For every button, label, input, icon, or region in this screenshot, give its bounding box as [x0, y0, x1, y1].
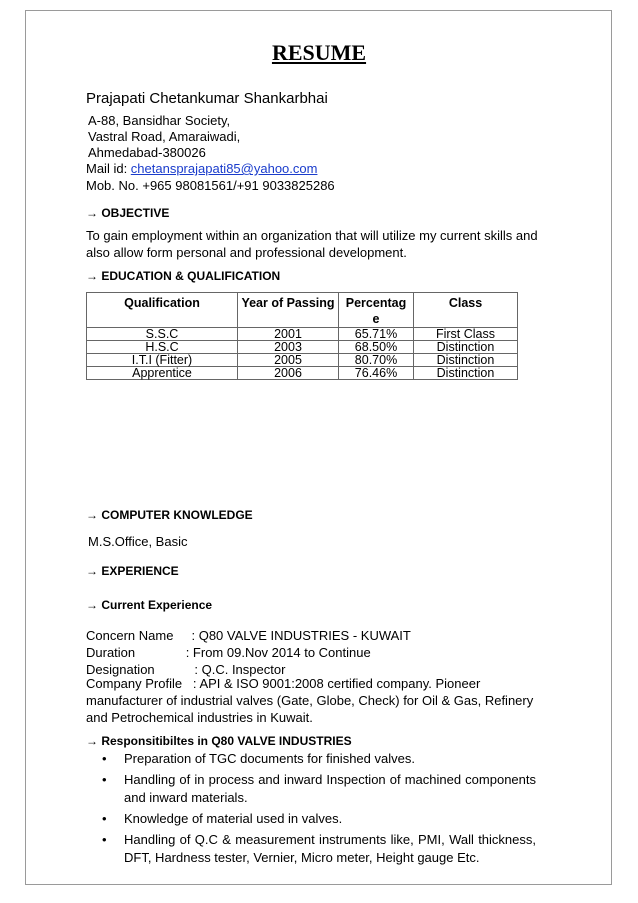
- objective-heading: → OBJECTIVE: [86, 206, 170, 220]
- header-class: Class: [414, 293, 518, 328]
- resume-title: RESUME: [271, 40, 367, 65]
- bullet-icon: •: [102, 751, 107, 766]
- responsibilities-list: [86, 750, 536, 870]
- designation: Designation : Q.C. Inspector: [86, 662, 286, 677]
- header-percentage: Percentag e: [339, 293, 414, 328]
- list-item-text: Knowledge of material used in valves.: [124, 811, 343, 826]
- cell-class: Distinction: [414, 354, 518, 367]
- list-item: [86, 771, 536, 807]
- cell-year: 2003: [238, 341, 339, 354]
- address-line-2: Vastral Road, Amaraiwadi,: [88, 129, 241, 144]
- header-year: Year of Passing: [238, 293, 339, 328]
- header-qualification: Qualification: [87, 293, 238, 328]
- table-header-row: [87, 293, 518, 328]
- mail-link[interactable]: chetansprajapati85@yahoo.com: [130, 161, 318, 176]
- list-item: [86, 750, 536, 768]
- list-item-text: Handling of in process and inward Inspection of machined components and inward materials.: [124, 772, 536, 805]
- table-row: [87, 354, 518, 367]
- cell-qualification: I.T.I (Fitter): [87, 354, 238, 367]
- cell-percentage: 76.46%: [339, 367, 414, 380]
- table-row: [87, 328, 518, 341]
- list-item-text: Preparation of TGC documents for finished valves.: [124, 751, 415, 766]
- bullet-icon: •: [102, 832, 107, 847]
- cell-year: 2005: [238, 354, 339, 367]
- concern-name: Concern Name : Q80 VALVE INDUSTRIES - KUWAIT: [86, 628, 411, 643]
- computer-text: M.S.Office, Basic: [88, 534, 188, 549]
- list-item: [86, 810, 536, 828]
- company-profile: Company Profile : API & ISO 9001:2008 certified company. Pioneer manufacturer of industrial valves (Gate, Globe, Check) for Oil & Gas, Refinery and Petrochemical industries in Kuwait.: [86, 676, 537, 725]
- current-experience-heading: → Current Experience: [86, 598, 213, 612]
- cell-percentage: 68.50%: [339, 341, 414, 354]
- bullet-icon: •: [102, 811, 107, 826]
- objective-text: To gain employment within an organization that will utilize my current skills and also allow form personal and professional development.: [86, 228, 538, 260]
- mail-line: [86, 161, 317, 176]
- education-heading: → EDUCATION & QUALIFICATION: [86, 269, 281, 283]
- mail-label: Mail id:: [86, 161, 131, 176]
- table-row: [87, 367, 518, 380]
- cell-percentage: 65.71%: [339, 328, 414, 341]
- cell-qualification: Apprentice: [87, 367, 238, 380]
- cell-year: 2006: [238, 367, 339, 380]
- computer-heading: → COMPUTER KNOWLEDGE: [86, 508, 253, 522]
- cell-year: 2001: [238, 328, 339, 341]
- duration: Duration : From 09.Nov 2014 to Continue: [86, 645, 371, 660]
- cell-class: First Class: [414, 328, 518, 341]
- bullet-icon: •: [102, 772, 107, 787]
- education-table: [86, 292, 518, 380]
- cell-percentage: 80.70%: [339, 354, 414, 367]
- address-line-3: Ahmedabad-380026: [88, 145, 206, 160]
- mobile-line: Mob. No. +965 98081561/+91 9033825286: [86, 178, 335, 193]
- address-line-1: A-88, Bansidhar Society,: [88, 113, 231, 128]
- cell-qualification: S.S.C: [87, 328, 238, 341]
- list-item-text: Handling of Q.C & measurement instruments like, PMI, Wall thickness, DFT, Hardness tester, Vernier, Micro meter, Height gauge Etc.: [124, 832, 536, 865]
- experience-heading: → EXPERIENCE: [86, 564, 179, 578]
- cell-qualification: H.S.C: [87, 341, 238, 354]
- cell-class: Distinction: [414, 367, 518, 380]
- table-row: [87, 341, 518, 354]
- candidate-name: Prajapati Chetankumar Shankarbhai: [86, 90, 328, 107]
- cell-class: Distinction: [414, 341, 518, 354]
- responsibilities-heading: → Responsitibiltes in Q80 VALVE INDUSTRIES: [86, 734, 352, 748]
- list-item: [86, 831, 536, 867]
